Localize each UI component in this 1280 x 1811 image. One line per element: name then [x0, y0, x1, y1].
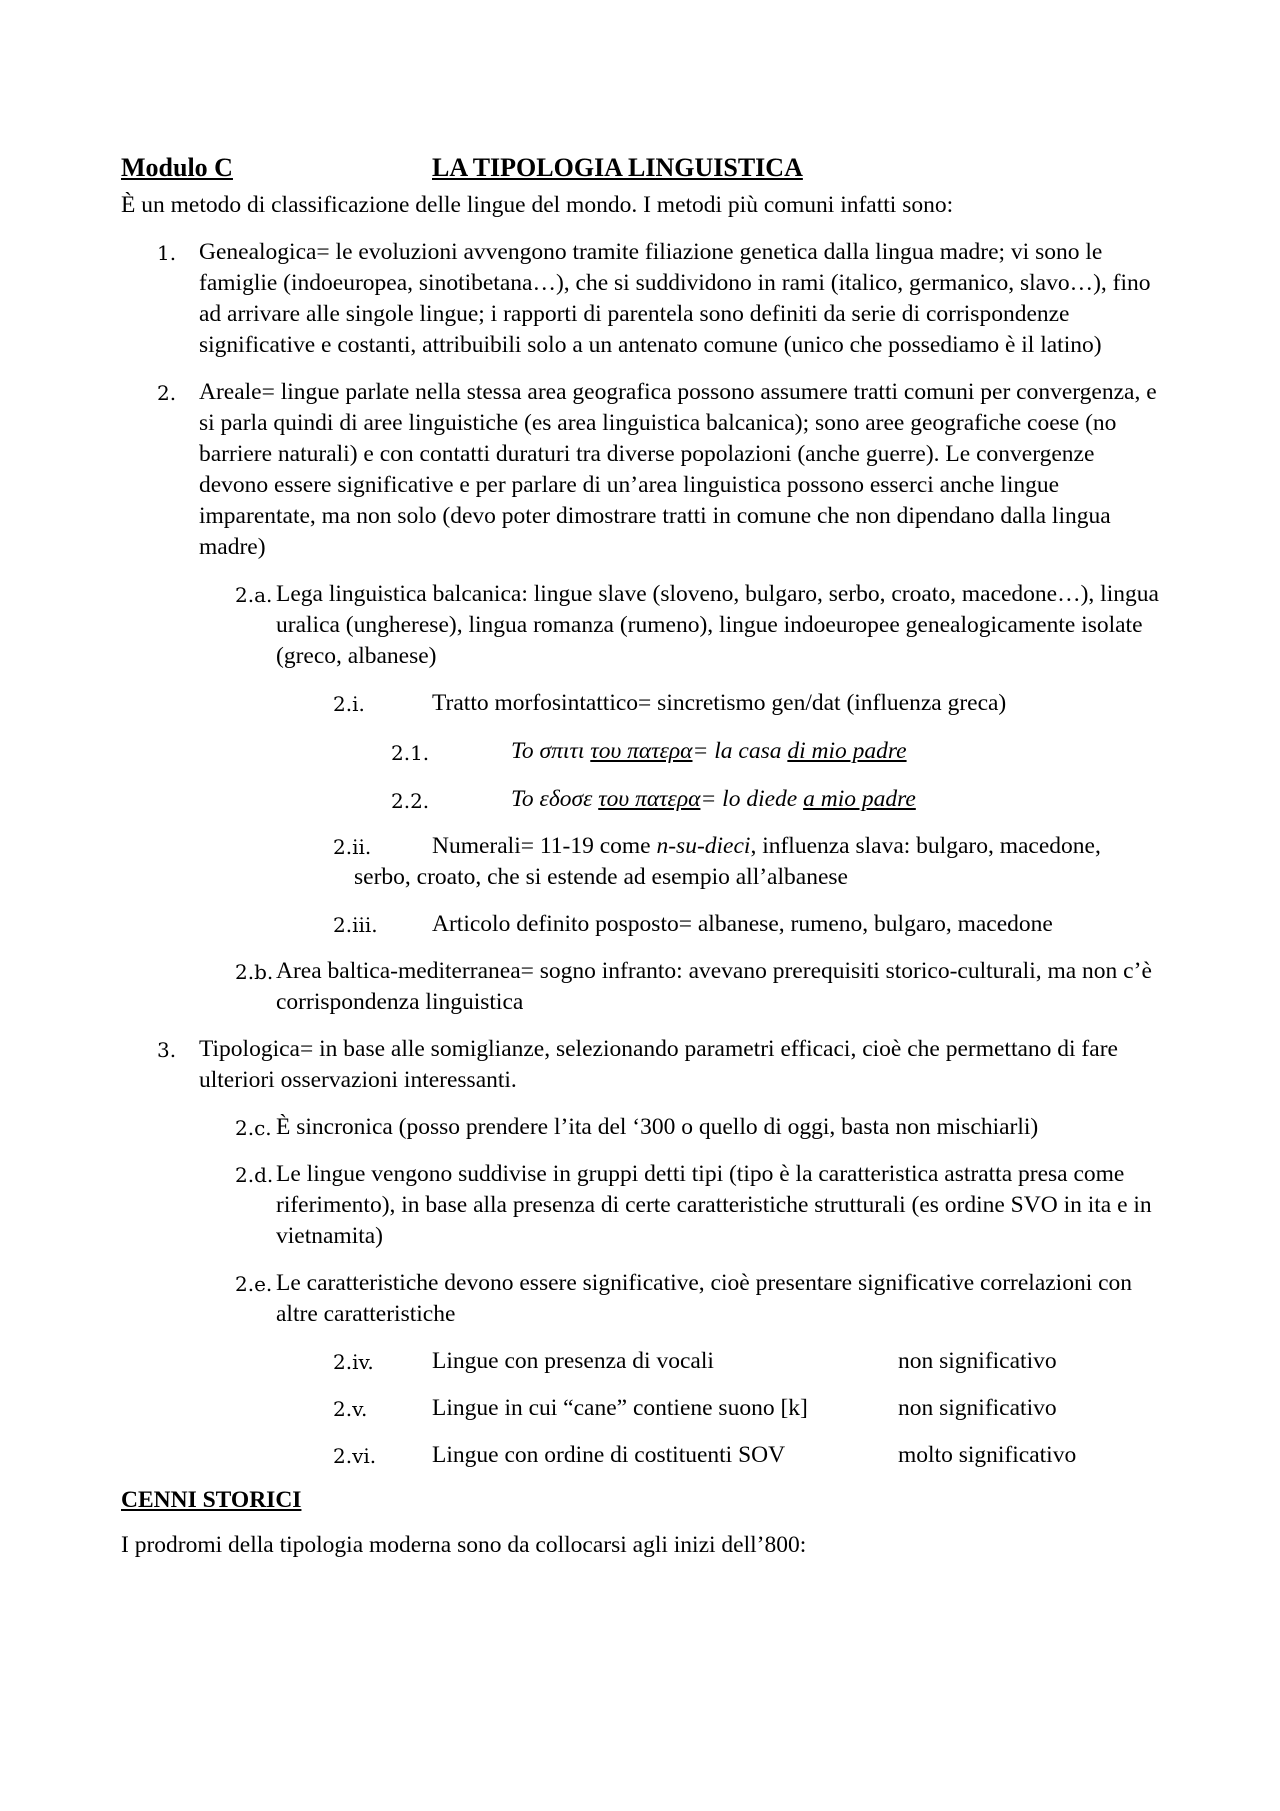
list-number: 2.1. [391, 741, 430, 765]
feature-label: Lingue in cui “cane” contiene suono [k] [432, 1395, 808, 1421]
list-item-numerali [121, 831, 1161, 893]
greek-phrase: Το εδοσε [511, 786, 599, 812]
feature-label: Lingue con ordine di costituenti SOV [432, 1442, 786, 1468]
greek-phrase: Το σπιτι [511, 738, 591, 764]
intro-paragraph: È un metodo di classificazione delle lingue del mondo. I metodi più comuni infatti sono: [121, 192, 954, 218]
feature-row [121, 1346, 1161, 1377]
list-number: 2.c. [235, 1116, 272, 1140]
list-number: 2.v. [333, 1397, 368, 1421]
list-text: Genealogica= le evoluzioni avvengono tramite filiazione genetica dalla lingua madre; vi sono le famiglie (indoeuropea, sinotibetana…), che si suddividono in rami (italico, germanico, slavo…), fino ad arrivare alle singole lingue; i rapporti di parentela sono definiti da serie di corrispondenze significative e costanti, attribuibili solo a un antenato comune (unico che possediamo è il latino) [199, 239, 1151, 358]
list-text: Tipologica= in base alle somiglianze, selezionando parametri efficaci, cioè che permettano di fare ulteriori osservazioni interessanti. [199, 1036, 1118, 1093]
list-number: 2.a. [235, 583, 273, 607]
list-number: 2.b. [235, 960, 274, 984]
list-text: Areale= lingue parlate nella stessa area geografica possono assumere tratti comuni per convergenza, e si parla quindi di aree linguistiche (es area linguistica balcanica); sono aree geografiche coese (no barriere naturali) e con contatti duraturi tra diverse popolazioni (anche guerre). Le convergenze devono essere significative e per parlare di un’area linguistica possono esserci anche lingue imparentate, ma non solo (devo poter dimostrare tratti in comune che non dipendano dalla lingua madre) [199, 379, 1157, 560]
list-text: Le lingue vengono suddivise in gruppi detti tipi (tipo è la caratteristica astratta presa come riferimento), in base alla presenza di certe caratteristiche strutturali (es ordine SVO in ita e in vietnamita) [276, 1161, 1152, 1249]
module-label: Modulo C [121, 153, 233, 182]
feature-label: Lingue con presenza di vocali [432, 1348, 714, 1374]
list-text: Le caratteristiche devono essere significative, cioè presentare significative correlazioni con altre caratteristiche [276, 1270, 1133, 1327]
list-number: 2.2. [391, 789, 430, 813]
list-item-caratteristiche [121, 1268, 1161, 1330]
translation-underlined: a mio padre [803, 786, 916, 812]
list-text-rest: , influenza slava: bulgaro, macedone, serbo, croato, che si estende ad esempio all’albanese [354, 833, 1101, 890]
list-number: 1. [157, 241, 177, 265]
feature-row [121, 1393, 1161, 1424]
section-paragraph: I prodromi della tipologia moderna sono da collocarsi agli inizi dell’800: [121, 1532, 807, 1558]
list-item-sincronica [121, 1112, 1161, 1143]
list-text: Articolo definito posposto= albanese, rumeno, bulgaro, macedone [432, 911, 1053, 937]
greek-phrase-underlined: του πατερα [598, 786, 701, 812]
translation: = lo diede [700, 786, 804, 812]
list-item-tipi [121, 1159, 1161, 1252]
list-text: Tratto morfosintattico= sincretismo gen/dat (influenza greca) [432, 690, 1007, 716]
list-item-tratto-morfosintattico [121, 688, 1161, 719]
list-number: 2.vi. [333, 1444, 377, 1468]
list-item-tipologica [121, 1034, 1161, 1096]
list-item-articolo [121, 909, 1161, 940]
list-text-italic: n-su-dieci [656, 833, 751, 859]
list-item-genealogica [121, 237, 1161, 361]
list-number: 2.e. [235, 1272, 273, 1296]
section-heading: CENNI STORICI [121, 1487, 302, 1513]
list-number: 2. [157, 381, 177, 405]
list-number: 2.iv. [333, 1350, 374, 1374]
list-item-areale [121, 377, 1161, 563]
greek-phrase-underlined: του πατερα [590, 738, 693, 764]
list-text: Numerali= 11-19 come [432, 833, 657, 859]
feature-value: molto significativo [898, 1442, 1077, 1468]
page-title: LA TIPOLOGIA LINGUISTICA [432, 153, 803, 182]
list-number: 2.iii. [333, 913, 378, 937]
translation: = la casa [692, 738, 788, 764]
list-number: 3. [157, 1038, 177, 1062]
list-text: Lega linguistica balcanica: lingue slave (sloveno, bulgaro, serbo, croato, macedone…), lingua uralica (ungherese), lingua romanza (rumeno), lingue indoeuropee genealogicamente isolate (greco, albanese) [276, 581, 1159, 669]
feature-row [121, 1440, 1161, 1471]
example-item-1 [121, 736, 1161, 767]
list-text: Area baltica-mediterranea= sogno infranto: avevano prerequisiti storico-culturali, ma non c’è corrispondenza linguistica [276, 958, 1152, 1015]
list-number: 2.d. [235, 1163, 274, 1187]
translation-underlined: di mio padre [787, 738, 907, 764]
feature-value: non significativo [898, 1395, 1057, 1421]
list-text: È sincronica (posso prendere l’ita del ‘300 o quello di oggi, basta non mischiarli) [276, 1114, 1039, 1140]
list-item-area-baltica [121, 956, 1161, 1018]
list-item-lega-balcanica [121, 579, 1161, 672]
feature-value: non significativo [898, 1348, 1057, 1374]
list-number: 2.i. [333, 692, 365, 716]
title-row [121, 148, 1161, 188]
list-number: 2.ii. [333, 835, 372, 859]
document-page [121, 148, 1161, 1561]
example-item-2 [121, 784, 1161, 815]
